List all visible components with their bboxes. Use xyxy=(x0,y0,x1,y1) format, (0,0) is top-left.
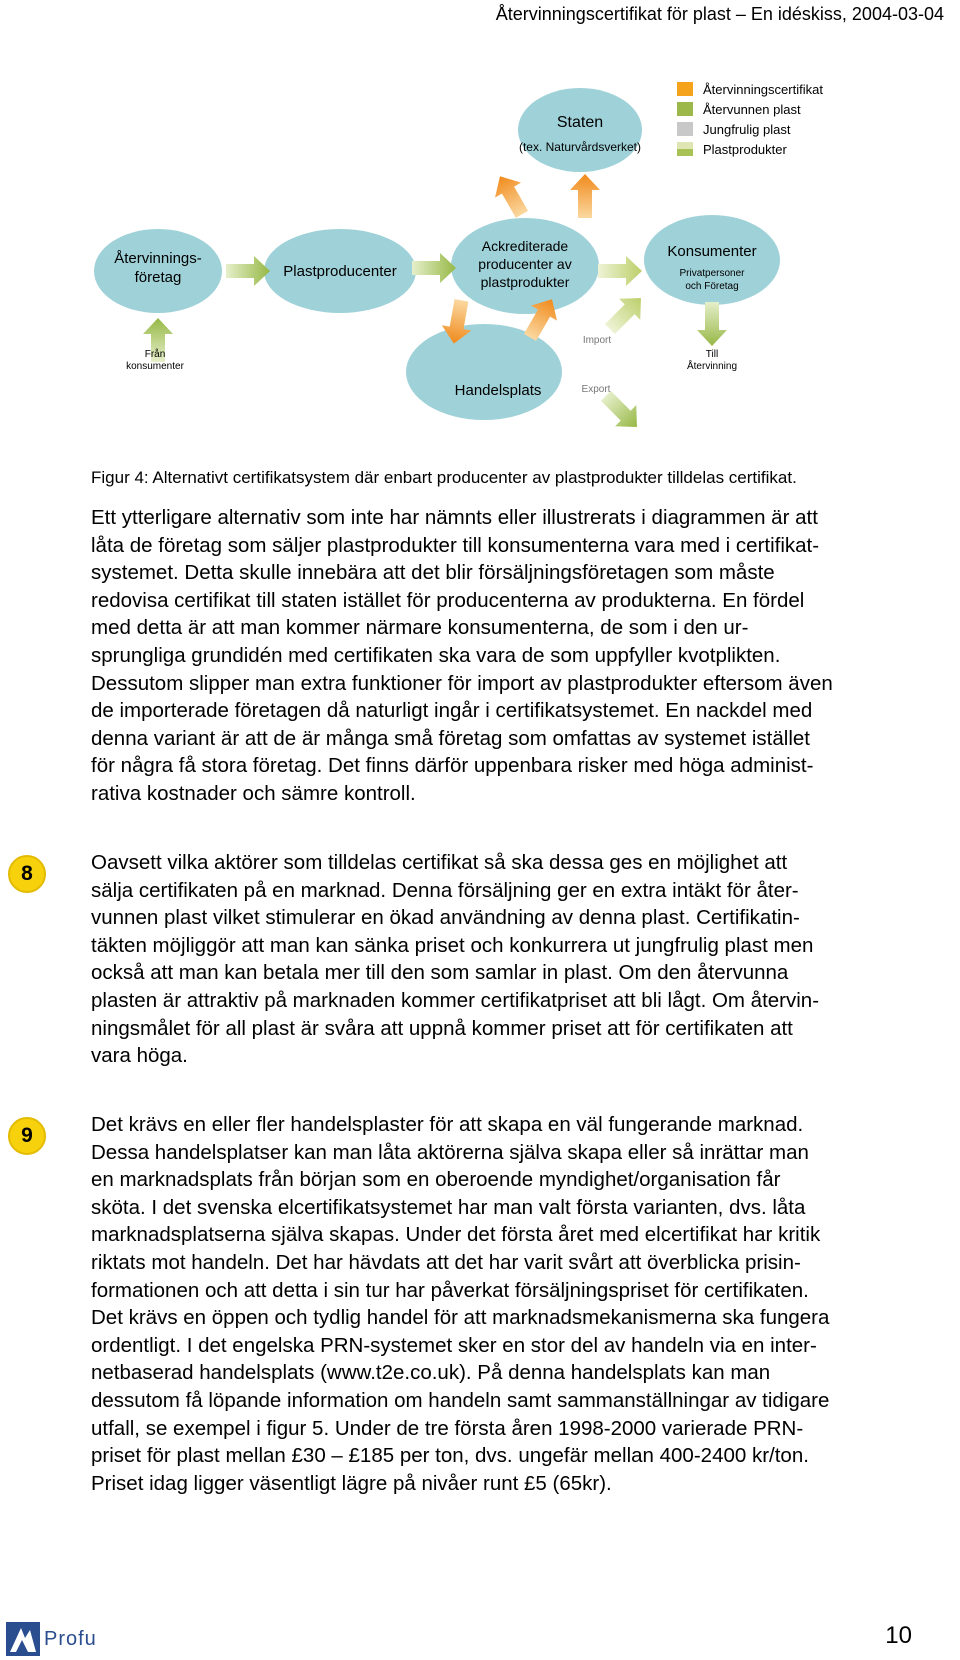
atervinningsforetag-label-1: Återvinnings- xyxy=(114,250,202,267)
ackrediterade-label-3: plastprodukter xyxy=(480,274,570,290)
staten-title: Staten xyxy=(556,114,604,131)
paragraph-1 xyxy=(91,504,960,808)
label-fran-1: Från xyxy=(144,349,166,360)
arrow-ackrediterade-to-konsumenter xyxy=(598,256,642,286)
text-line: netbaserad handelsplats (www.t2e.co.uk). På denna handelsplats kan man xyxy=(91,1361,771,1385)
legend-swatch-recycled xyxy=(677,102,693,116)
text-line: vara höga. xyxy=(91,1044,188,1068)
arrow-certificate-from-staten xyxy=(570,174,600,218)
text-line: de importerade företagen då naturligt ingår i certifikatsystemet. En nackdel med xyxy=(91,699,813,723)
legend-swatch-product xyxy=(677,142,693,149)
profu-logo-icon xyxy=(6,1622,40,1656)
text-line: en marknadsplats från början som en oberoende myndighet/organisation får xyxy=(91,1168,781,1192)
text-line: täkten möjliggör att man kan sänka priset och konkurrera ut jungfrulig plast men xyxy=(91,933,814,957)
arrow-certificate-to-staten-left xyxy=(487,169,535,222)
text-line: sälja certifikaten på en marknad. Denna försäljning ger en extra intäkt för åter- xyxy=(91,878,799,902)
text-line: Det krävs en eller fler handelsplaster för att skapa en väl fungerande marknad. xyxy=(91,1113,804,1136)
text-line: med detta är att man kommer närmare konsumenterna, de som i den ur- xyxy=(91,616,749,640)
text-line: systemet. Detta skulle innebära att det blir försäljningsföretagen som måste xyxy=(91,561,775,585)
text-line: ningsmålet för all plast är svåra att uppnå kommer priset att för certifikaten att xyxy=(91,1016,793,1040)
konsumenter-sub-1: Privatpersoner xyxy=(679,268,745,279)
label-till-1: Till xyxy=(705,349,719,360)
text-line: Det krävs en öppen och tydlig handel för att marknadsmekanismerna ska fungera xyxy=(91,1306,830,1330)
staten-subtitle: (tex. Naturvårdsverket) xyxy=(518,140,642,154)
text-line: plasten är attraktiv på marknaden kommer certifikatpriset att bli lågt. Om återvin- xyxy=(91,988,820,1012)
legend-label-recycled: Återvunnen plast xyxy=(703,102,801,117)
text-line: Dessa handelsplatser kan man låta aktörerna själva skapa eller så inrättar man xyxy=(91,1140,809,1164)
profu-logo-text: Profu xyxy=(44,1627,97,1650)
konsumenter-sub-2: och Företag xyxy=(685,281,739,292)
ackrediterade-label-1: Ackrediterade xyxy=(481,238,569,254)
section-number-badge-9: 9 xyxy=(8,1117,46,1155)
atervinningsforetag-label-2: företag xyxy=(134,269,182,286)
label-till-2: Återvinning xyxy=(686,361,738,372)
section-number-badge-8: 8 xyxy=(8,855,46,893)
label-fran-2: konsumenter xyxy=(126,361,184,372)
text-line: riktats mot handeln. Det har hävdats att det har varit svårt att överblicka prisin- xyxy=(91,1250,801,1274)
text-line: Oavsett vilka aktörer som tilldelas certifikat så ska dessa ges en möjlighet att xyxy=(91,851,788,874)
arrow-to-recycling xyxy=(697,302,727,346)
text-line: utfall, se exempel i figur 5. Under de tre första åren 1998-2000 varierade PRN- xyxy=(91,1416,804,1440)
handelsplats-node xyxy=(406,324,562,420)
arrow-import xyxy=(599,287,651,339)
legend-label-virgin: Jungfrulig plast xyxy=(703,122,791,137)
legend xyxy=(677,82,823,157)
konsumenter-title: Konsumenter xyxy=(667,243,757,260)
label-import: Import xyxy=(582,335,612,346)
text-line: redovisa certifikat till staten istället för producenterna av produkterna. En fördel xyxy=(91,588,805,612)
text-line: Priset idag ligger väsentligt lägre på nivåer runt £5 (65kr). xyxy=(91,1471,612,1495)
legend-swatch-virgin xyxy=(677,122,693,136)
text-line: låta de företag som säljer plastprodukter till konsumenterna vara med i certifikat- xyxy=(91,533,820,557)
text-line: formationen och att detta i sin tur har påverkat försäljningspriset för certifikaten. xyxy=(91,1278,809,1302)
text-line: denna variant är att de är många små företag som omfattas av systemet istället xyxy=(91,726,810,750)
text-line: också att man kan betala mer till den som samlar in plast. Om den återvunna xyxy=(91,961,789,985)
plastproducenter-label: Plastproducenter xyxy=(283,263,397,280)
legend-label-certificate: Återvinningscertifikat xyxy=(703,82,823,97)
arrow-atervinning-to-plastprod xyxy=(226,256,270,286)
text-line: vunnen plast vilket stimulerar en ökad användning av denna plast. Certifikatin- xyxy=(91,906,800,930)
legend-swatch-product-bar xyxy=(677,149,693,156)
certificate-flow-diagram xyxy=(0,60,960,450)
text-line: sprungliga grundidén med certifikaten ska vara de som uppfyller kvotplikten. xyxy=(91,643,781,667)
handelsplats-label: Handelsplats xyxy=(454,382,542,399)
text-line: priset för plast mellan £30 – £185 per ton, dvs. ungefär mellan 400-2400 kr/ton. xyxy=(91,1444,809,1468)
section-8-text xyxy=(91,849,960,1070)
figure-caption: Figur 4: Alternativt certifikatsystem där enbart producenter av plastprodukter tilldelas certifikat. xyxy=(91,468,797,487)
ackrediterade-label-2: producenter av xyxy=(478,256,572,272)
text-line: marknadsplatserna själva skapas. Under det första året med elcertifikat har kritik xyxy=(91,1223,821,1247)
label-export: Export xyxy=(581,384,611,395)
text-line: sköta. I det svenska elcertifikatsystemet har man valt första varianten, dvs. låta xyxy=(91,1195,806,1219)
legend-swatch-certificate xyxy=(677,82,693,96)
text-line: Dessutom slipper man extra funktioner för import av plastprodukter eftersom även xyxy=(91,671,833,695)
arrow-plastprod-to-ackrediterade xyxy=(412,253,456,283)
text-line: för några få stora företag. Det finns därför uppenbara risker med höga administ- xyxy=(91,754,814,778)
profu-logo xyxy=(6,1622,97,1656)
text-line: rativa kostnader och sämre kontroll. xyxy=(91,781,416,805)
page-header: Återvinningscertifikat för plast – En idéskiss, 2004-03-04 xyxy=(495,4,944,24)
page-number: 10 xyxy=(885,1622,912,1649)
text-line: ordentligt. I det engelska PRN-systemet sker en stor del av handeln via en inter- xyxy=(91,1333,817,1357)
text-line: Ett ytterligare alternativ som inte har nämnts eller illustrerats i diagrammen är att xyxy=(91,506,818,529)
section-9-text xyxy=(91,1111,960,1497)
legend-label-product: Plastprodukter xyxy=(703,142,787,157)
text-line: dessutom få löpande information om handeln samt sammanställningar av tidigare xyxy=(91,1388,830,1412)
